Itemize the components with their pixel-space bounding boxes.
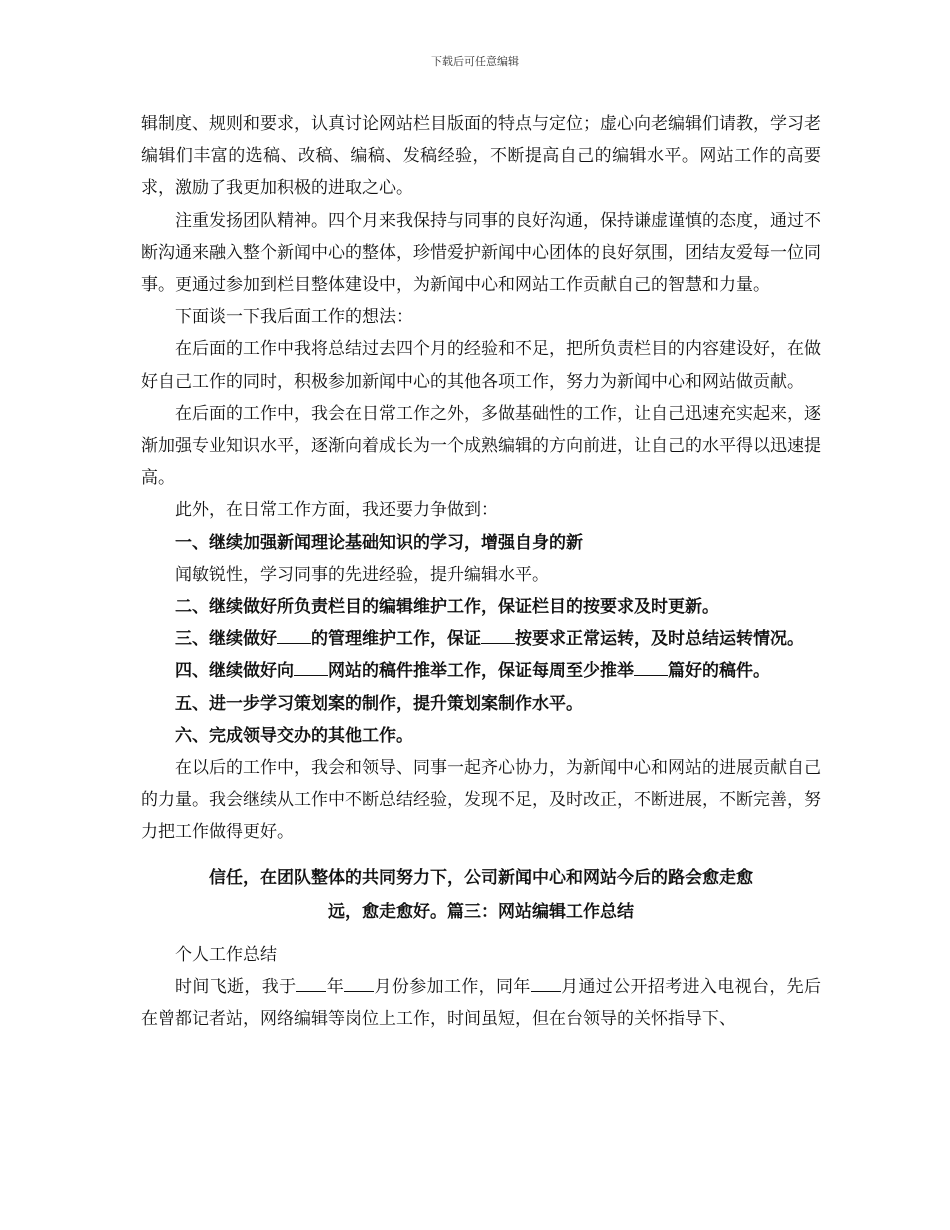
- section-title-line-2: 远，愈走愈好。篇三：网站编辑工作总结: [328, 901, 634, 922]
- subheading: 个人工作总结: [175, 944, 277, 965]
- list-item-1: 一、继续加强新闻理论基础知识的学习，增强自身的新: [175, 532, 583, 553]
- list-item-4-part: 四、继续做好向: [175, 661, 294, 682]
- paragraph: 下面谈一下我后面工作的想法：: [175, 307, 413, 328]
- document-body: [141, 108, 821, 1035]
- list-item-2: 二、继续做好所负责栏目的编辑维护工作，保证栏目的按要求及时更新。: [175, 597, 719, 618]
- paragraph-part: 月份参加工作，同年: [374, 976, 531, 997]
- list-item-4-part: 篇好的稿件。: [668, 661, 770, 682]
- paragraph: 此外，在日常工作方面，我还要力争做到：: [175, 500, 498, 521]
- blank-line: [294, 658, 328, 676]
- paragraph: 在后面的工作中我将总结过去四个月的经验和不足，把所负责栏目的内容建设好，在做好自己工作的同时，积极参加新闻中心的其他各项工作，努力为新闻中心和网站做贡献。: [141, 339, 821, 392]
- page-header: 下载后可任意编辑: [431, 55, 519, 68]
- paragraph: 在后面的工作中，我会在日常工作之外，多做基础性的工作，让自己迅速充实起来，逐渐加强专业知识水平，逐渐向着成长为一个成熟编辑的方向前进，让自己的水平得以迅速提高。: [141, 403, 821, 489]
- list-item-3-part: 按要求正常运转，及时总结运转情况。: [515, 629, 804, 650]
- paragraph-part: 月通过公开招考进入电视台，先后在曾都记者站，网络编辑等岗位上工作，时间虽短，但在台领导的关怀指导下、: [141, 976, 822, 1030]
- blank-line: [296, 974, 326, 992]
- list-item-4-part: 网站的稿件推举工作，保证每周至少推举: [328, 661, 634, 682]
- blank-line: [481, 626, 515, 644]
- blank-line: [277, 626, 311, 644]
- paragraph-part: 年: [326, 976, 345, 997]
- paragraph: 在以后的工作中，我会和领导、同事一起齐心协力，为新闻中心和网站的进展贡献自己的力量。我会继续从工作中不断总结经验，发现不足，及时改正，不断进展，不断完善，努力把工作做得更好。: [141, 758, 821, 843]
- blank-line: [634, 658, 668, 676]
- blank-line: [344, 974, 374, 992]
- list-item-4: [141, 655, 821, 687]
- paragraph: [141, 971, 821, 1035]
- paragraph-part: 时间飞逝，我于: [175, 976, 297, 997]
- list-item-6: 六、完成领导交办的其他工作。: [175, 725, 413, 746]
- section-title-line-1: 信任，在团队整体的共同努力下，公司新闻中心和网站今后的路会愈走愈: [209, 867, 753, 888]
- list-item-1-continuation: 闻敏锐性，学习同事的先进经验，提升编辑水平。: [175, 564, 549, 585]
- paragraph: 辑制度、规则和要求，认真讨论网站栏目版面的特点与定位；虚心向老编辑们请教，学习老编辑们丰富的选稿、改稿、编稿、发稿经验，不断提高自己的编辑水平。网站工作的高要求，激励了我更加积极的进取之心。: [141, 114, 821, 199]
- list-item-3: [141, 623, 821, 655]
- list-item-3-part: 三、继续做好: [175, 629, 277, 650]
- paragraph: 注重发扬团队精神。四个月来我保持与同事的良好沟通，保持谦虚谨慎的态度，通过不断沟通来融入整个新闻中心的整体，珍惜爱护新闻中心团体的良好氛围，团结友爱每一位同事。更通过参加到栏目整体建设中，为新闻中心和网站工作贡献自己的智慧和力量。: [141, 210, 821, 296]
- section-title: [141, 861, 821, 929]
- list-item-5: 五、进一步学习策划案的制作，提升策划案制作水平。: [175, 693, 583, 714]
- list-item-3-part: 的管理维护工作，保证: [311, 629, 481, 650]
- blank-line: [531, 974, 561, 992]
